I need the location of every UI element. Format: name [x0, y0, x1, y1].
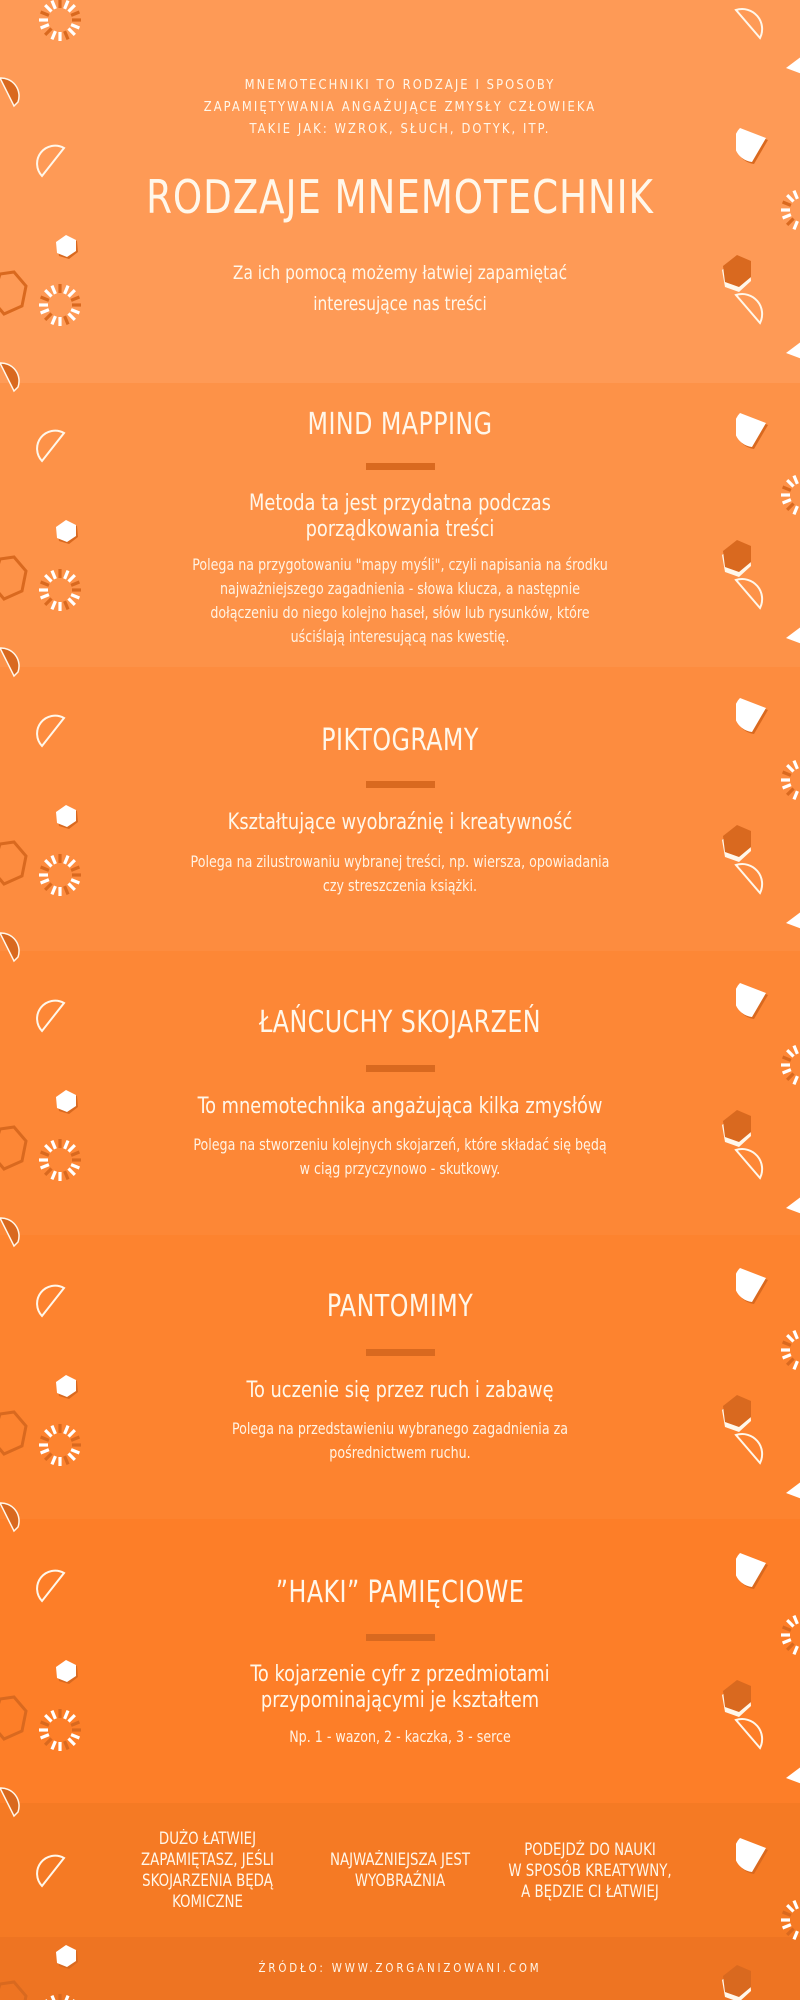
source-credit: ŹRÓDŁO: WWW.ZORGANIZOWANI.COM [258, 1961, 542, 1975]
intro-subtitle: Za ich pomocą możemy łatwiej zapamiętać interesujące nas treści [232, 262, 568, 315]
section-description: Polega na przygotowaniu "mapy myśli", czyli napisania na środku najważniejszego zagadnienia - słowa klucza, a następnie dołączeniu do niego kolejno haseł, słów lub rysunków, które uściślają interesującą nas kwestię. [192, 555, 608, 646]
section-title: PANTOMIMY [326, 1289, 474, 1324]
section-subtitle: To uczenie się przez ruch i zabawę [246, 1377, 554, 1403]
section-lancuchy-skojarzen [0, 951, 800, 1235]
section-subtitle: To mnemotechnika angażująca kilka zmysłów [197, 1093, 603, 1119]
section-subtitle: Kształtujące wyobraźnię i kreatywność [227, 809, 573, 835]
section-title: ŁAŃCUCHY SKOJARZEŃ [259, 1005, 541, 1040]
section-description: Np. 1 - wazon, 2 - kaczka, 3 - serce [289, 1727, 511, 1746]
section-title: MIND MAPPING [307, 407, 493, 442]
divider [366, 1634, 435, 1641]
section-haki-pamieciowe [0, 1519, 800, 1803]
page-title: RODZAJE MNEMOTECHNIK [146, 170, 654, 224]
section-title: PIKTOGRAMY [321, 723, 479, 758]
tip-item: PODEJDŹ DO NAUKI W SPOSÓB KREATYWNY, A BĘDZIE CI ŁATWIEJ [508, 1839, 672, 1901]
section-description: Polega na stworzeniu kolejnych skojarzeń, które składać się będą w ciąg przyczynowo - skutkowy. [193, 1135, 607, 1178]
intro-section [0, 0, 800, 383]
tip-item: NAJWAŻNIEJSZA JEST WYOBRAŹNIA [329, 1850, 471, 1890]
footer [0, 1937, 800, 2000]
section-title: ”HAKI” PAMIĘCIOWE [275, 1575, 525, 1610]
section-description: Polega na przedstawieniu wybranego zagadnienia za pośrednictwem ruchu. [231, 1419, 569, 1462]
section-subtitle: Metoda ta jest przydatna podczas porządkowania treści [249, 490, 551, 542]
section-mind-mapping [0, 383, 800, 667]
tip-item: DUŻO ŁATWIEJ ZAPAMIĘTASZ, JEŚLI SKOJARZENIA BĘDĄ KOMICZNE [141, 1829, 274, 1911]
tips-section [0, 1803, 800, 1937]
section-subtitle: To kojarzenie cyfr z przedmiotami przypominającymi je kształtem [250, 1661, 550, 1713]
section-description: Polega na zilustrowaniu wybranej treści, np. wiersza, opowiadania czy streszczenia książki. [190, 852, 610, 895]
section-piktogramy [0, 667, 800, 951]
divider [366, 463, 435, 470]
divider [366, 1065, 435, 1072]
divider [366, 781, 435, 788]
intro-caption: MNEMOTECHNIKI TO RODZAJE I SPOSOBY ZAPAMIĘTYWANIA ANGAŻUJĄCE ZMYSŁY CZŁOWIEKA TAKIE JAK: WZROK, SŁUCH, DOTYK, ITP. [203, 77, 597, 137]
section-pantomimy [0, 1235, 800, 1519]
divider [366, 1349, 435, 1356]
